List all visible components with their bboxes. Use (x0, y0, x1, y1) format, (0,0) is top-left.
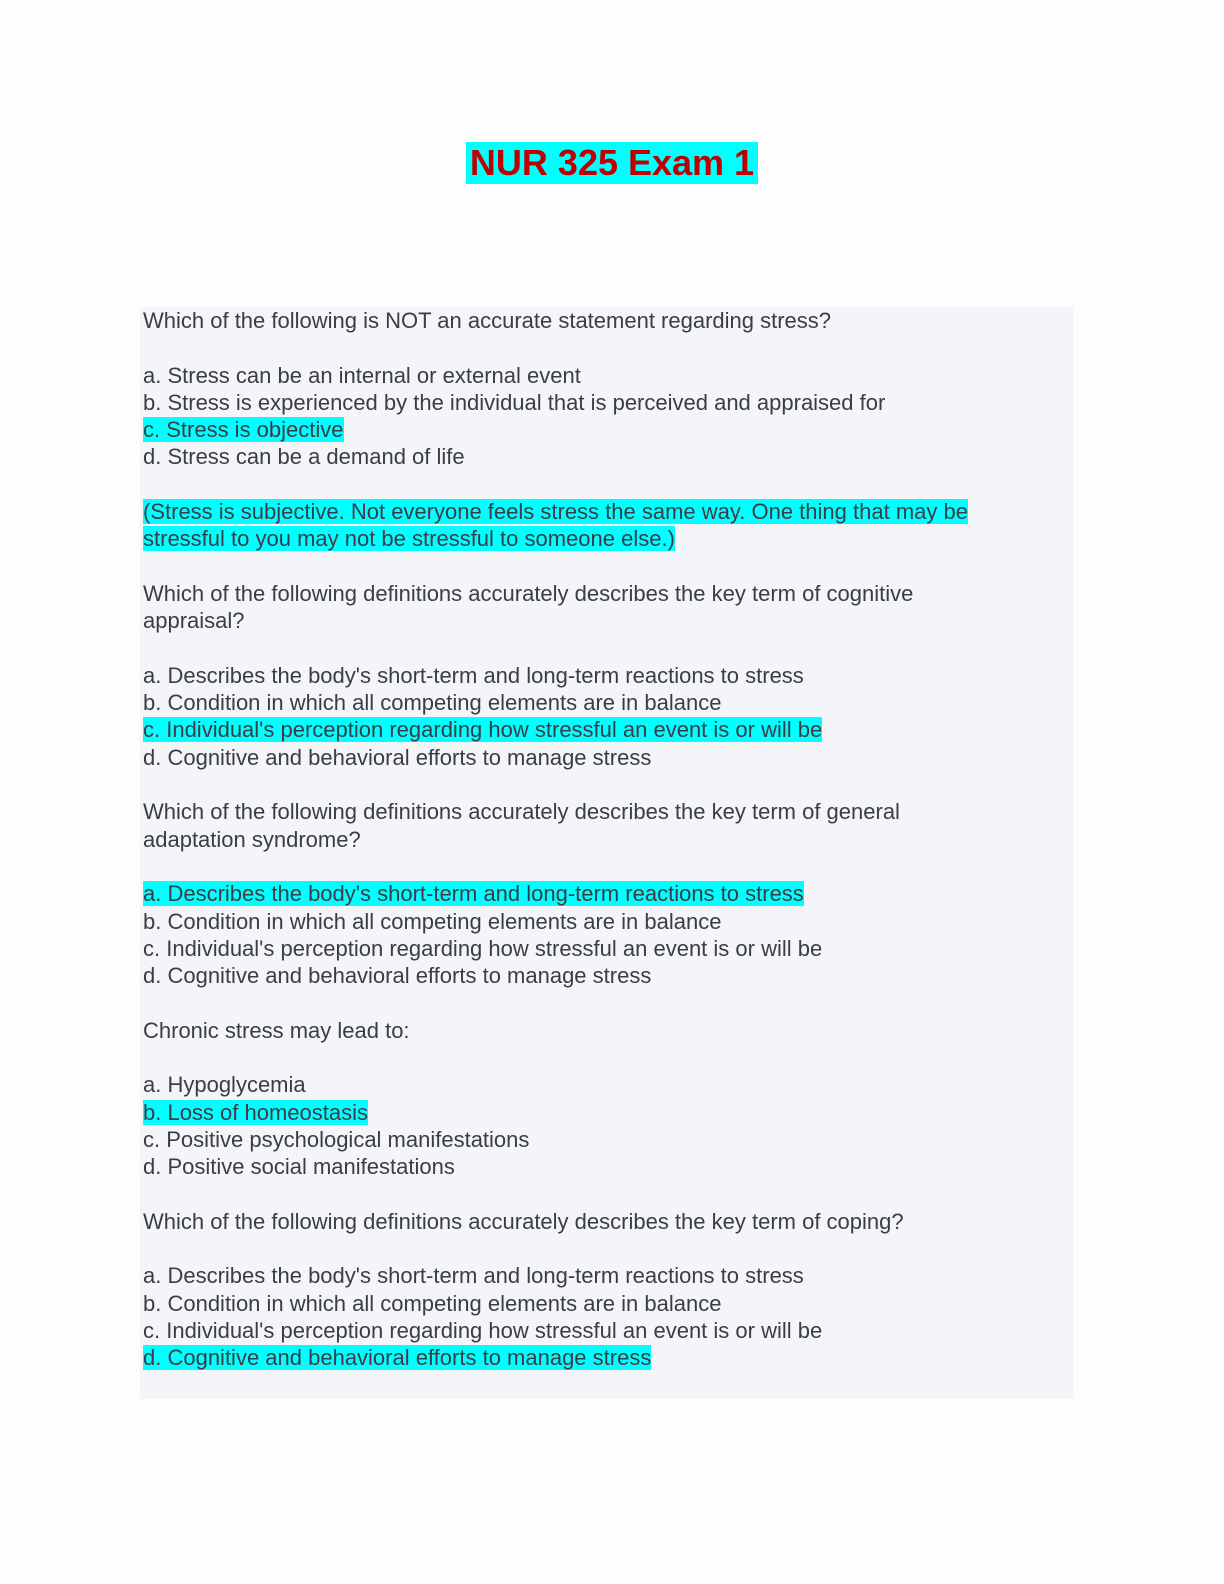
question-text: Which of the following definitions accurately describes the key term of general (143, 799, 900, 825)
answer-option-correct: b. Loss of homeostasis (143, 1099, 369, 1125)
question-text: Which of the following is NOT an accurate statement regarding stress? (143, 308, 832, 333)
question-text: Which of the following definitions accurately describes the key term of cognitive (143, 580, 914, 606)
question-text: appraisal? (143, 608, 245, 634)
page-title: NUR 325 Exam 1 (466, 142, 758, 184)
question-2 (143, 580, 1073, 798)
answer-option: d. Stress can be a demand of life (143, 444, 465, 470)
question-5 (143, 1208, 1073, 1372)
answer-option: c. Individual's perception regarding how stressful an event is or will be (143, 935, 823, 961)
answer-option: d. Cognitive and behavioral efforts to manage stress (143, 744, 652, 770)
question-text: Chronic stress may lead to: (143, 1017, 410, 1043)
answer-option: d. Positive social manifestations (143, 1154, 455, 1180)
explanation-text: stressful to you may not be stressful to someone else.) (143, 526, 675, 552)
question-text: Which of the following definitions accurately describes the key term of coping? (143, 1208, 904, 1234)
answer-option: a. Hypoglycemia (143, 1072, 306, 1098)
answer-option-correct: d. Cognitive and behavioral efforts to manage stress (143, 1345, 652, 1371)
answer-option: b. Condition in which all competing elements are in balance (143, 690, 722, 716)
quiz-content (140, 307, 1073, 1399)
title-wrapper (0, 142, 1224, 184)
answer-option: b. Condition in which all competing elements are in balance (143, 1290, 722, 1316)
answer-option: a. Describes the body's short-term and long-term reactions to stress (143, 662, 804, 688)
question-3 (143, 798, 1073, 1016)
answer-option-correct: a. Describes the body's short-term and long-term reactions to stress (143, 881, 804, 907)
answer-option: b. Condition in which all competing elements are in balance (143, 908, 722, 934)
answer-option: c. Individual's perception regarding how stressful an event is or will be (143, 1317, 823, 1343)
question-4 (143, 1017, 1073, 1208)
explanation-text: (Stress is subjective. Not everyone feels stress the same way. One thing that may be (143, 499, 968, 525)
answer-option-correct: c. Stress is objective (143, 417, 344, 443)
answer-option: a. Describes the body's short-term and long-term reactions to stress (143, 1263, 804, 1289)
question-text: adaptation syndrome? (143, 826, 361, 852)
answer-option: a. Stress can be an internal or external event (143, 362, 581, 388)
answer-option: b. Stress is experienced by the individual that is perceived and appraised for (143, 389, 886, 415)
answer-option: c. Positive psychological manifestations (143, 1126, 530, 1152)
answer-option: d. Cognitive and behavioral efforts to manage stress (143, 963, 652, 989)
question-1 (143, 307, 1073, 580)
answer-option-correct: c. Individual's perception regarding how stressful an event is or will be (143, 717, 823, 743)
